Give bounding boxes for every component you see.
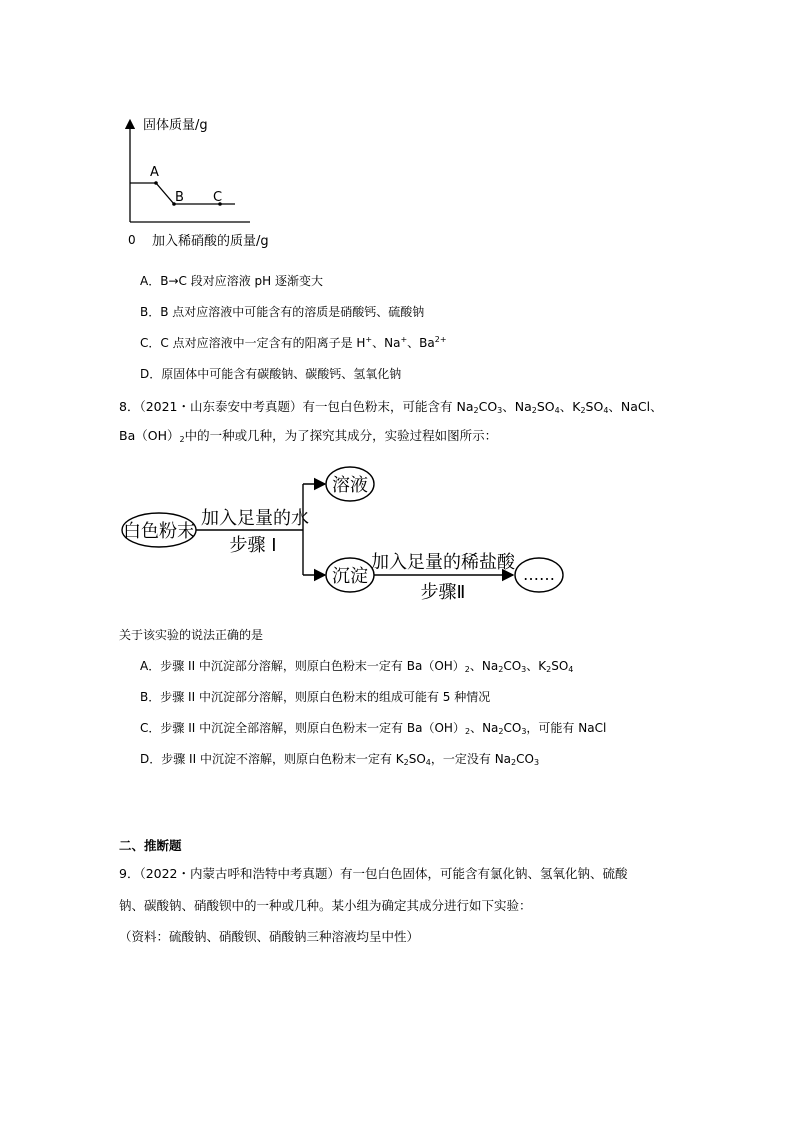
q8-option-b: B．步骤 II 中沉淀部分溶解，则原白色粉末的组成可能有 5 种情况 bbox=[140, 690, 491, 704]
graph-label-a: A bbox=[150, 165, 159, 180]
section-title: 二、推断题 bbox=[119, 838, 182, 853]
graph-point-a bbox=[154, 181, 158, 185]
q8-question: 关于该实验的说法正确的是 bbox=[119, 628, 264, 642]
solution-label: 溶液 bbox=[332, 475, 368, 496]
precipitate-label: 沉淀 bbox=[332, 566, 368, 587]
graph-label-b: B bbox=[175, 190, 184, 205]
q9-note: （资料：硫酸钠、硝酸钡、硝酸钠三种溶液均呈中性） bbox=[119, 929, 420, 944]
q7-option-d: D．原固体中可能含有碳酸钠、碳酸钙、氢氧化钠 bbox=[140, 367, 402, 381]
q9-line2: 钠、碳酸钠、硝酸钡中的一种或几种。某小组为确定其成分进行如下实验： bbox=[119, 898, 532, 913]
graph-origin: 0 bbox=[128, 233, 136, 247]
step2-label-text: 步骤Ⅱ bbox=[420, 582, 466, 603]
q7-option-b: B．B 点对应溶液中可能含有的溶质是硝酸钙、硫酸钠 bbox=[140, 305, 425, 319]
step2-action-text: 加入足量的稀盐酸 bbox=[371, 552, 515, 573]
graph-label-c: C bbox=[213, 190, 223, 205]
experiment-flow-diagram bbox=[115, 462, 575, 610]
result-label: …… bbox=[523, 565, 555, 584]
q9-line1: 9．（2022・内蒙古呼和浩特中考真题）有一包白色固体，可能含有氯化钠、氢氧化钠、硫酸 bbox=[119, 866, 628, 881]
q8-option-d: D．步骤 II 中沉淀不溶解，则原白色粉末一定有 $K_2SO_4$，一定没有 $Na_2CO_3$ bbox=[140, 752, 540, 767]
q7-option-c: C．C 点对应溶液中一定含有的阳离子是 H+、Na+、$Ba^{2+}$ bbox=[140, 335, 447, 350]
q8-intro-line1: 8．（2021・山东泰安中考真题）有一包白色粉末，可能含有 $Na_2CO_3$、$Na_2SO_4$、$K_2SO_4$、NaCl、 bbox=[119, 399, 663, 415]
graph-ylabel: 固体质量/g bbox=[143, 118, 208, 133]
q7-option-a: A．B→C 段对应溶液 pH 逐渐变大 bbox=[140, 274, 323, 288]
graph-xlabel: 加入稀硝酸的质量/g bbox=[152, 234, 269, 249]
step1-label-text: 步骤 I bbox=[229, 535, 277, 556]
solid-mass-graph bbox=[110, 110, 310, 255]
step1-action-text: 加入足量的水 bbox=[201, 508, 309, 529]
q8-option-c: C．步骤 II 中沉淀全部溶解，则原白色粉末一定有 $Ba(OH)_2$、$Na_2CO_3$，可能有 NaCl bbox=[140, 721, 607, 736]
q8-option-a: A．步骤 II 中沉淀部分溶解，则原白色粉末一定有 $Ba(OH)_2$、$Na_2CO_3$、$K_2SO_4$ bbox=[140, 659, 574, 674]
white-powder-label: 白色粉末 bbox=[123, 521, 195, 542]
q8-intro-line2: $Ba(OH)_2$中的一种或几种，为了探究其成分，实验过程如图所示： bbox=[119, 428, 498, 444]
